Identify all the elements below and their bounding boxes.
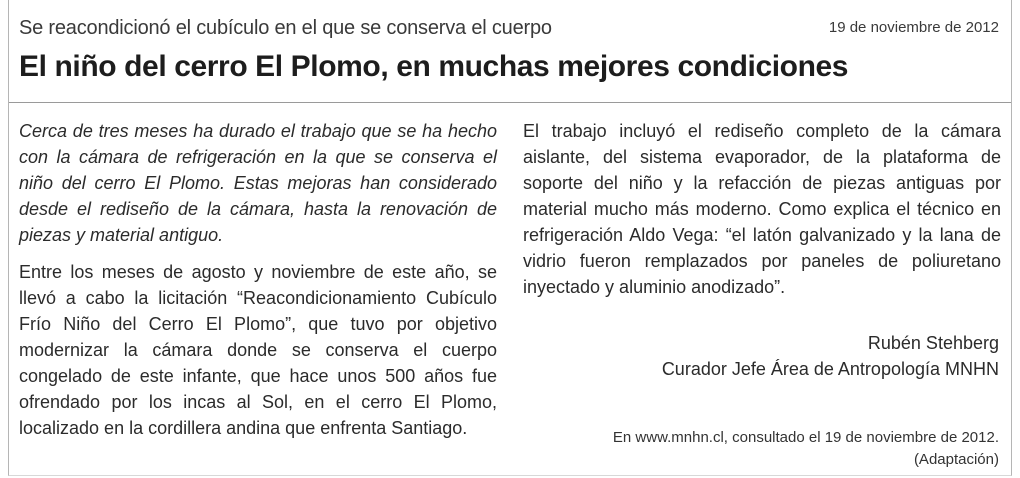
author-signature — [662, 330, 999, 382]
author-name: Rubén Stehberg — [867, 333, 999, 353]
news-clipping — [8, 0, 1012, 476]
left-column — [19, 118, 497, 441]
article-paragraph-1: Entre los meses de agosto y noviembre de este año, se llevó a cabo la licitación “Reacondicionamiento Cubículo Frío Niño del Cerro El Plomo”, que tuvo por objetivo modernizar la cámara donde se conserva el cuerpo congelado de este infante, que hace unos 500 años fue ofrendado por los incas al Sol, en el cerro El Plomo, localizado en la cordillera andina que enfrenta Santiago. — [19, 262, 497, 438]
header-divider — [9, 102, 1011, 103]
source-line: En www.mnhn.cl, consultado el 19 de noviembre de 2012. — [612, 429, 999, 446]
article-paragraph-2: El trabajo incluyó el rediseño completo de la cámara aislante, del sistema evaporador, de la plataforma de soporte del niño y la refacción de piezas antiguas por material mucho más moderno. Como explica el técnico en refrigeración Aldo Vega: “el latón galvanizado y la lana de vidrio fueron remplazados por paneles de poliuretano inyectado y aluminio anodizado”. — [523, 121, 1001, 297]
article-headline: El niño del cerro El Plomo, en muchas mejores condiciones — [19, 50, 849, 83]
source-citation — [613, 427, 999, 471]
right-column — [523, 118, 1001, 300]
author-title: Curador Jefe Área de Antropología MNHN — [661, 359, 999, 379]
article-date: 19 de noviembre de 2012 — [828, 19, 999, 36]
adaptation-note: (Adaptación) — [913, 451, 999, 468]
article-lead: Cerca de tres meses ha durado el trabajo que se ha hecho con la cámara de refrigeración en la que se conserva el niño del cerro El Plomo. Estas mejoras han considerado desde el rediseño de la cámara, hasta la renovación de piezas y material antiguo. — [19, 121, 497, 245]
article-kicker: Se reacondicionó el cubículo en el que se conserva el cuerpo — [19, 17, 552, 39]
